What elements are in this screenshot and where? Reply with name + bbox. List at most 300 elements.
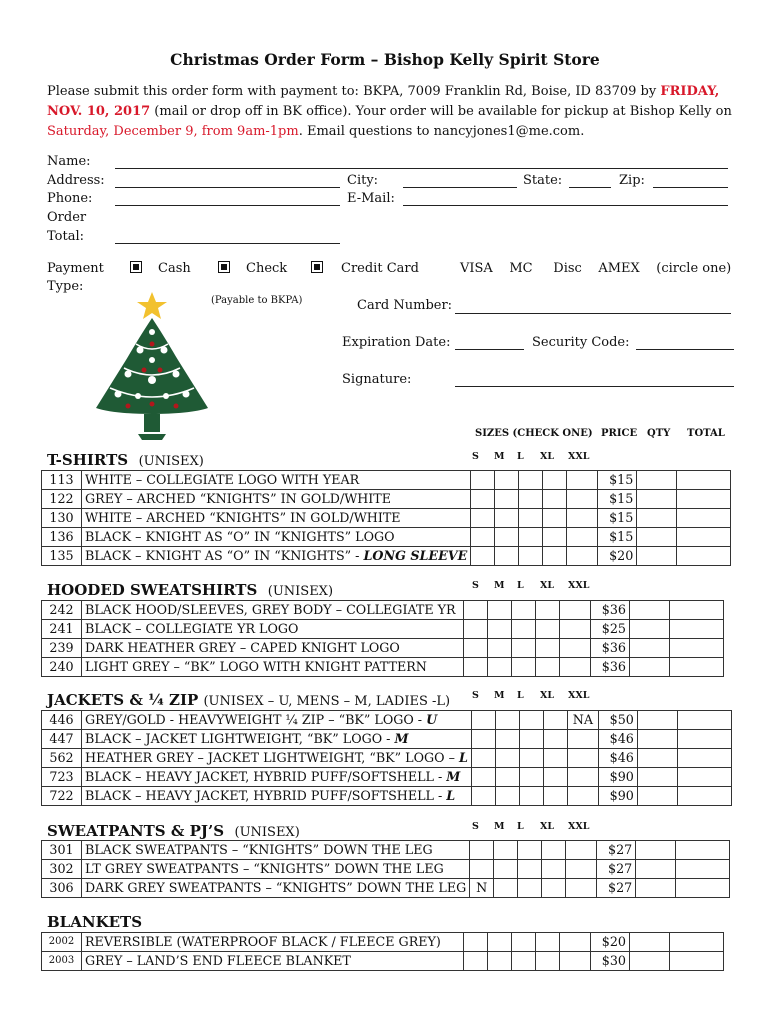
item-code: 239: [42, 639, 82, 658]
table-row: [42, 620, 724, 639]
size-l-cell[interactable]: [518, 841, 542, 860]
size-label-l: L: [517, 580, 524, 591]
size-xl-cell[interactable]: [543, 547, 567, 566]
table-row: [42, 749, 732, 768]
size-xxl-cell[interactable]: [560, 952, 591, 971]
qty-cell[interactable]: [637, 749, 677, 768]
size-l-cell[interactable]: [512, 639, 536, 658]
size-xxl-cell[interactable]: [560, 601, 591, 620]
item-price: $46: [598, 730, 637, 749]
item-description-text: BLACK – HEAVY JACKET, HYBRID PUFF/SOFTSHELL -: [85, 788, 447, 803]
size-label-xl: XL: [540, 690, 555, 701]
size-l-cell[interactable]: [519, 711, 543, 730]
size-s-cell[interactable]: [471, 509, 495, 528]
table-row: [42, 841, 730, 860]
item-description: [82, 879, 470, 898]
size-m-cell[interactable]: [495, 768, 519, 787]
size-s-cell[interactable]: [471, 711, 495, 730]
qty-cell[interactable]: [637, 528, 677, 547]
total-header: TOTAL: [687, 428, 725, 439]
check-label: Check: [246, 261, 288, 276]
size-s-cell[interactable]: [464, 620, 488, 639]
item-description-text: LIGHT GREY – “BK” LOGO WITH KNIGHT PATTERN: [85, 659, 427, 674]
item-description-text: BLACK – HEAVY JACKET, HYBRID PUFF/SOFTSHELL -: [85, 769, 447, 784]
size-l-cell[interactable]: [519, 490, 543, 509]
total-cell[interactable]: [677, 528, 731, 547]
item-description-text: BLACK – KNIGHT AS “O” IN “KNIGHTS” LOGO: [85, 529, 395, 544]
size-m-cell[interactable]: [488, 952, 512, 971]
security-code-field[interactable]: [636, 349, 734, 350]
item-code: 2003: [42, 952, 82, 971]
size-xxl-cell[interactable]: [567, 749, 598, 768]
qty-cell[interactable]: [637, 509, 677, 528]
size-s-cell[interactable]: [471, 547, 495, 566]
size-label-m: M: [494, 690, 505, 701]
size-s-cell[interactable]: [471, 490, 495, 509]
city-field[interactable]: [403, 187, 517, 188]
size-xxl-cell[interactable]: [566, 860, 597, 879]
table-row: [42, 471, 731, 490]
item-description: [82, 601, 464, 620]
size-l-cell[interactable]: [518, 879, 542, 898]
size-label-l: L: [517, 690, 524, 701]
deadline: FRIDAY, NOV. 10, 2017: [47, 84, 720, 119]
item-description: [82, 749, 472, 768]
size-label-s: S: [472, 451, 479, 462]
star-icon: [137, 292, 167, 319]
item-description-text: HEATHER GREY – JACKET LIGHTWEIGHT, “BK” LOGO –: [85, 750, 459, 765]
tshirts-title-text: T-SHIRTS: [47, 451, 129, 469]
size-s-cell[interactable]: [471, 471, 495, 490]
size-m-cell[interactable]: [495, 711, 519, 730]
email-label: E-Mail:: [347, 191, 395, 206]
signature-field[interactable]: [455, 386, 734, 387]
item-code: 136: [42, 528, 82, 547]
table-row: [42, 547, 731, 566]
size-xxl-cell[interactable]: [567, 730, 598, 749]
item-price: $27: [597, 860, 636, 879]
item-description: [82, 860, 470, 879]
sizes-header: SIZES (CHECK ONE): [475, 428, 593, 439]
item-description-text: BLACK – COLLEGIATE YR LOGO: [85, 621, 299, 636]
size-xxl-cell[interactable]: [566, 879, 597, 898]
item-code: 301: [42, 841, 82, 860]
item-description-emphasis: M: [394, 731, 409, 746]
item-price: $36: [591, 658, 630, 677]
item-code: 306: [42, 879, 82, 898]
size-s-cell[interactable]: [464, 933, 488, 952]
size-s-cell[interactable]: [471, 730, 495, 749]
size-xxl-cell[interactable]: [567, 768, 598, 787]
item-description: [82, 620, 464, 639]
size-xl-cell[interactable]: [543, 787, 567, 806]
item-description-emphasis: L: [446, 788, 456, 803]
address-label: Address:: [47, 173, 105, 188]
address-field[interactable]: [115, 187, 340, 188]
item-code: 122: [42, 490, 82, 509]
sweatpants-title: [47, 822, 300, 840]
size-m-cell[interactable]: [495, 509, 519, 528]
pickup-time: Saturday, December 9, from 9am-1pm: [47, 124, 299, 139]
state-label: State:: [523, 173, 563, 188]
size-m-cell[interactable]: [488, 658, 512, 677]
total-cell[interactable]: [676, 860, 730, 879]
item-description: [82, 639, 464, 658]
size-xxl-cell[interactable]: [560, 933, 591, 952]
size-m-cell[interactable]: [494, 860, 518, 879]
total-cell[interactable]: [670, 658, 724, 677]
size-s-cell[interactable]: [471, 768, 495, 787]
size-xl-cell[interactable]: [542, 860, 566, 879]
expiration-label: Expiration Date:: [342, 335, 451, 350]
cash-checkbox[interactable]: [130, 261, 142, 273]
card-types[interactable]: VISA MC Disc AMEX (circle one): [460, 261, 732, 276]
size-label-l: L: [517, 821, 524, 832]
qty-cell[interactable]: [630, 620, 670, 639]
city-label: City:: [347, 173, 379, 188]
qty-cell[interactable]: [637, 490, 677, 509]
total-label: Total:: [47, 229, 85, 244]
qty-cell[interactable]: [630, 933, 670, 952]
table-row: [42, 639, 724, 658]
sweatpants-table: [41, 840, 730, 898]
blankets-table: [41, 932, 724, 971]
size-xxl-cell[interactable]: [567, 787, 598, 806]
item-price: $15: [598, 509, 637, 528]
check-checkbox[interactable]: [218, 261, 230, 273]
size-label-m: M: [494, 580, 505, 591]
size-l-cell[interactable]: [519, 471, 543, 490]
size-l-cell[interactable]: [519, 509, 543, 528]
item-code: 302: [42, 860, 82, 879]
size-s-cell[interactable]: [471, 787, 495, 806]
jackets-title: [47, 691, 450, 709]
table-row: [42, 933, 724, 952]
size-xl-cell[interactable]: [536, 658, 560, 677]
size-m-cell[interactable]: [495, 749, 519, 768]
size-xl-cell[interactable]: [543, 749, 567, 768]
table-row: [42, 860, 730, 879]
size-s-cell[interactable]: [464, 952, 488, 971]
size-l-cell[interactable]: [518, 860, 542, 879]
blankets-title: BLANKETS: [47, 913, 143, 931]
size-l-cell[interactable]: [519, 730, 543, 749]
size-xl-cell[interactable]: [543, 471, 567, 490]
size-xl-cell[interactable]: [543, 490, 567, 509]
item-description: [82, 768, 472, 787]
item-description-emphasis: L: [458, 750, 468, 765]
size-xl-cell[interactable]: [543, 711, 567, 730]
size-xxl-cell[interactable]: [567, 528, 598, 547]
item-description-emphasis: LONG SLEEVE: [363, 548, 468, 563]
size-label-xxl: XXL: [568, 821, 590, 832]
total-cell[interactable]: [677, 490, 731, 509]
qty-cell[interactable]: [636, 879, 676, 898]
email-field[interactable]: [403, 205, 728, 206]
item-price: $20: [598, 547, 637, 566]
item-description-text: REVERSIBLE (WATERPROOF BLACK / FLEECE GREY): [85, 934, 441, 949]
total-cell[interactable]: [677, 768, 731, 787]
item-description-text: BLACK HOOD/SLEEVES, GREY BODY – COLLEGIATE YR: [85, 602, 456, 617]
qty-cell[interactable]: [630, 601, 670, 620]
size-m-cell[interactable]: [495, 490, 519, 509]
size-xxl-cell[interactable]: [560, 639, 591, 658]
order-total-field[interactable]: [115, 243, 340, 244]
item-description-text: GREY – ARCHED “KNIGHTS” IN GOLD/WHITE: [85, 491, 392, 506]
name-field[interactable]: [115, 168, 728, 169]
item-description: [82, 933, 464, 952]
card-number-label: Card Number:: [357, 298, 453, 313]
item-description-text: WHITE – COLLEGIATE LOGO WITH YEAR: [85, 472, 360, 487]
item-description-text: GREY/GOLD - HEAVYWEIGHT ¼ ZIP – “BK” LOGO -: [85, 712, 427, 727]
size-label-m: M: [494, 451, 505, 462]
item-price: $15: [598, 471, 637, 490]
item-code: 242: [42, 601, 82, 620]
size-xxl-cell[interactable]: NA: [567, 711, 598, 730]
phone-field[interactable]: [115, 205, 340, 206]
size-label-xxl: XXL: [568, 580, 590, 591]
tshirts-subtitle: (UNISEX): [138, 454, 204, 469]
qty-cell[interactable]: [637, 768, 677, 787]
table-row: [42, 528, 731, 547]
table-row: [42, 787, 732, 806]
size-xxl-cell[interactable]: [560, 658, 591, 677]
size-xl-cell[interactable]: [543, 528, 567, 547]
tshirts-title: [47, 451, 204, 469]
table-row: [42, 711, 732, 730]
hoodies-title-text: HOODED SWEATSHIRTS: [47, 581, 258, 599]
size-label-s: S: [472, 580, 479, 591]
credit-card-label: Credit Card: [341, 261, 419, 276]
size-xl-cell[interactable]: [536, 952, 560, 971]
signature-label: Signature:: [342, 372, 412, 387]
size-m-cell[interactable]: [495, 528, 519, 547]
size-s-cell[interactable]: [464, 658, 488, 677]
size-s-cell[interactable]: [464, 601, 488, 620]
qty-cell[interactable]: [637, 471, 677, 490]
security-code-label: Security Code:: [532, 335, 630, 350]
item-code: 240: [42, 658, 82, 677]
item-description: [82, 711, 472, 730]
card-number-field[interactable]: [455, 313, 731, 314]
item-code: 2002: [42, 933, 82, 952]
state-field[interactable]: [569, 187, 611, 188]
table-row: [42, 509, 731, 528]
table-row: [42, 658, 724, 677]
size-xxl-cell[interactable]: [567, 471, 598, 490]
payment-label: Payment: [47, 261, 104, 276]
size-xl-cell[interactable]: [536, 639, 560, 658]
item-description-text: DARK GREY SWEATPANTS – “KNIGHTS” DOWN THE LEG: [85, 880, 467, 895]
size-xxl-cell[interactable]: [560, 620, 591, 639]
item-description-text: BLACK SWEATPANTS – “KNIGHTS” DOWN THE LEG: [85, 842, 433, 857]
size-xl-cell[interactable]: [542, 879, 566, 898]
size-m-cell[interactable]: [488, 639, 512, 658]
size-m-cell[interactable]: [494, 841, 518, 860]
total-cell[interactable]: [677, 730, 731, 749]
table-row: [42, 730, 732, 749]
total-cell[interactable]: [670, 952, 724, 971]
qty-cell[interactable]: [637, 730, 677, 749]
size-label-xxl: XXL: [568, 451, 590, 462]
size-m-cell[interactable]: [495, 730, 519, 749]
size-xl-cell[interactable]: [542, 841, 566, 860]
phone-label: Phone:: [47, 191, 93, 206]
item-description: [82, 841, 470, 860]
qty-cell[interactable]: [636, 841, 676, 860]
qty-cell[interactable]: [637, 787, 677, 806]
item-code: 722: [42, 787, 82, 806]
item-description-text: BLACK – JACKET LIGHTWEIGHT, “BK” LOGO -: [85, 731, 395, 746]
intro-part3: . Email questions to nancyjones1@me.com.: [298, 124, 585, 139]
item-code: 562: [42, 749, 82, 768]
total-cell[interactable]: [677, 471, 731, 490]
qty-cell[interactable]: [637, 711, 677, 730]
table-row: [42, 952, 724, 971]
size-m-cell[interactable]: [495, 471, 519, 490]
item-description: [82, 471, 471, 490]
item-description: [82, 490, 471, 509]
page-title: Christmas Order Form – Bishop Kelly Spirit Store: [170, 50, 600, 69]
item-price: $27: [597, 879, 636, 898]
size-s-cell[interactable]: [470, 841, 494, 860]
item-description: [82, 509, 471, 528]
size-l-cell[interactable]: [519, 749, 543, 768]
item-price: $15: [598, 490, 637, 509]
qty-cell[interactable]: [630, 658, 670, 677]
item-code: 723: [42, 768, 82, 787]
item-description: [82, 658, 464, 677]
qty-cell[interactable]: [637, 547, 677, 566]
table-row: [42, 768, 732, 787]
size-m-cell[interactable]: [488, 933, 512, 952]
item-price: $36: [591, 639, 630, 658]
item-description: [82, 547, 471, 566]
total-cell[interactable]: [677, 509, 731, 528]
size-xl-cell[interactable]: [536, 933, 560, 952]
item-description-text: WHITE – ARCHED “KNIGHTS” IN GOLD/WHITE: [85, 510, 401, 525]
size-label-xl: XL: [540, 451, 555, 462]
price-header: PRICE: [601, 428, 638, 439]
total-cell[interactable]: [677, 749, 731, 768]
size-s-cell[interactable]: [471, 749, 495, 768]
size-label-xxl: XXL: [568, 690, 590, 701]
hoodies-subtitle: (UNISEX): [267, 584, 334, 599]
qty-cell[interactable]: [630, 639, 670, 658]
size-xxl-cell[interactable]: [567, 509, 598, 528]
qty-cell[interactable]: [630, 952, 670, 971]
qty-cell[interactable]: [636, 860, 676, 879]
item-description-text: GREY – LAND’S END FLEECE BLANKET: [85, 953, 351, 968]
total-cell[interactable]: [670, 639, 724, 658]
payable-note: (Payable to BKPA): [211, 295, 303, 306]
qty-header: QTY: [647, 428, 671, 439]
item-description-emphasis: U: [426, 712, 438, 727]
item-price: $46: [598, 749, 637, 768]
total-cell[interactable]: [677, 787, 731, 806]
size-s-cell[interactable]: [470, 860, 494, 879]
size-s-cell[interactable]: [464, 639, 488, 658]
size-xl-cell[interactable]: [536, 601, 560, 620]
size-xxl-cell[interactable]: [566, 841, 597, 860]
size-m-cell[interactable]: [488, 620, 512, 639]
total-cell[interactable]: [670, 620, 724, 639]
total-cell[interactable]: [676, 879, 730, 898]
size-label-m: M: [494, 821, 505, 832]
expiration-field[interactable]: [455, 349, 524, 350]
table-row: [42, 879, 730, 898]
size-label-l: L: [517, 451, 524, 462]
item-price: $90: [598, 768, 637, 787]
size-xxl-cell[interactable]: [567, 547, 598, 566]
size-xl-cell[interactable]: [543, 730, 567, 749]
size-s-cell[interactable]: [471, 528, 495, 547]
credit-card-checkbox[interactable]: [311, 261, 323, 273]
total-cell[interactable]: [670, 601, 724, 620]
size-xl-cell[interactable]: [543, 768, 567, 787]
intro-part2: (mail or drop off in BK office). Your order will be available for pickup at Bishop Kelly on: [150, 104, 732, 119]
item-price: $25: [591, 620, 630, 639]
size-m-cell[interactable]: [494, 879, 518, 898]
total-cell[interactable]: [676, 841, 730, 860]
table-row: [42, 490, 731, 509]
item-description: [82, 787, 472, 806]
jackets-table: [41, 710, 732, 806]
size-l-cell[interactable]: [519, 528, 543, 547]
total-cell[interactable]: [670, 933, 724, 952]
size-l-cell[interactable]: [512, 601, 536, 620]
item-price: $90: [598, 787, 637, 806]
item-price: $30: [591, 952, 630, 971]
total-cell[interactable]: [677, 711, 731, 730]
payment-type-label: Type:: [47, 279, 84, 294]
size-m-cell[interactable]: [488, 601, 512, 620]
item-description-text: LT GREY SWEATPANTS – “KNIGHTS” DOWN THE LEG: [85, 861, 444, 876]
item-description-text: DARK HEATHER GREY – CAPED KNIGHT LOGO: [85, 640, 400, 655]
item-code: 447: [42, 730, 82, 749]
size-l-cell[interactable]: [519, 547, 543, 566]
size-xxl-cell[interactable]: [567, 490, 598, 509]
size-xl-cell[interactable]: [536, 620, 560, 639]
size-l-cell[interactable]: [519, 768, 543, 787]
size-m-cell[interactable]: [495, 787, 519, 806]
size-l-cell[interactable]: [512, 952, 536, 971]
item-price: $27: [597, 841, 636, 860]
size-label-xl: XL: [540, 821, 555, 832]
cash-label: Cash: [158, 261, 191, 276]
size-m-cell[interactable]: [495, 547, 519, 566]
jackets-title-text: JACKETS & ¼ ZIP: [47, 691, 199, 709]
jackets-subtitle: (UNISEX – U, MENS – M, LADIES -L): [203, 694, 451, 709]
zip-label: Zip:: [619, 173, 645, 188]
order-label: Order: [47, 210, 87, 225]
size-l-cell[interactable]: [519, 787, 543, 806]
zip-field[interactable]: [653, 187, 728, 188]
size-l-cell[interactable]: [512, 658, 536, 677]
item-code: 130: [42, 509, 82, 528]
size-label-s: S: [472, 690, 479, 701]
total-cell[interactable]: [677, 547, 731, 566]
tshirts-table: [41, 470, 731, 566]
intro-paragraph: [47, 82, 737, 142]
size-label-s: S: [472, 821, 479, 832]
size-s-cell[interactable]: N: [470, 879, 494, 898]
item-price: $50: [598, 711, 637, 730]
size-xl-cell[interactable]: [543, 509, 567, 528]
size-l-cell[interactable]: [512, 620, 536, 639]
size-l-cell[interactable]: [512, 933, 536, 952]
item-code: 113: [42, 471, 82, 490]
